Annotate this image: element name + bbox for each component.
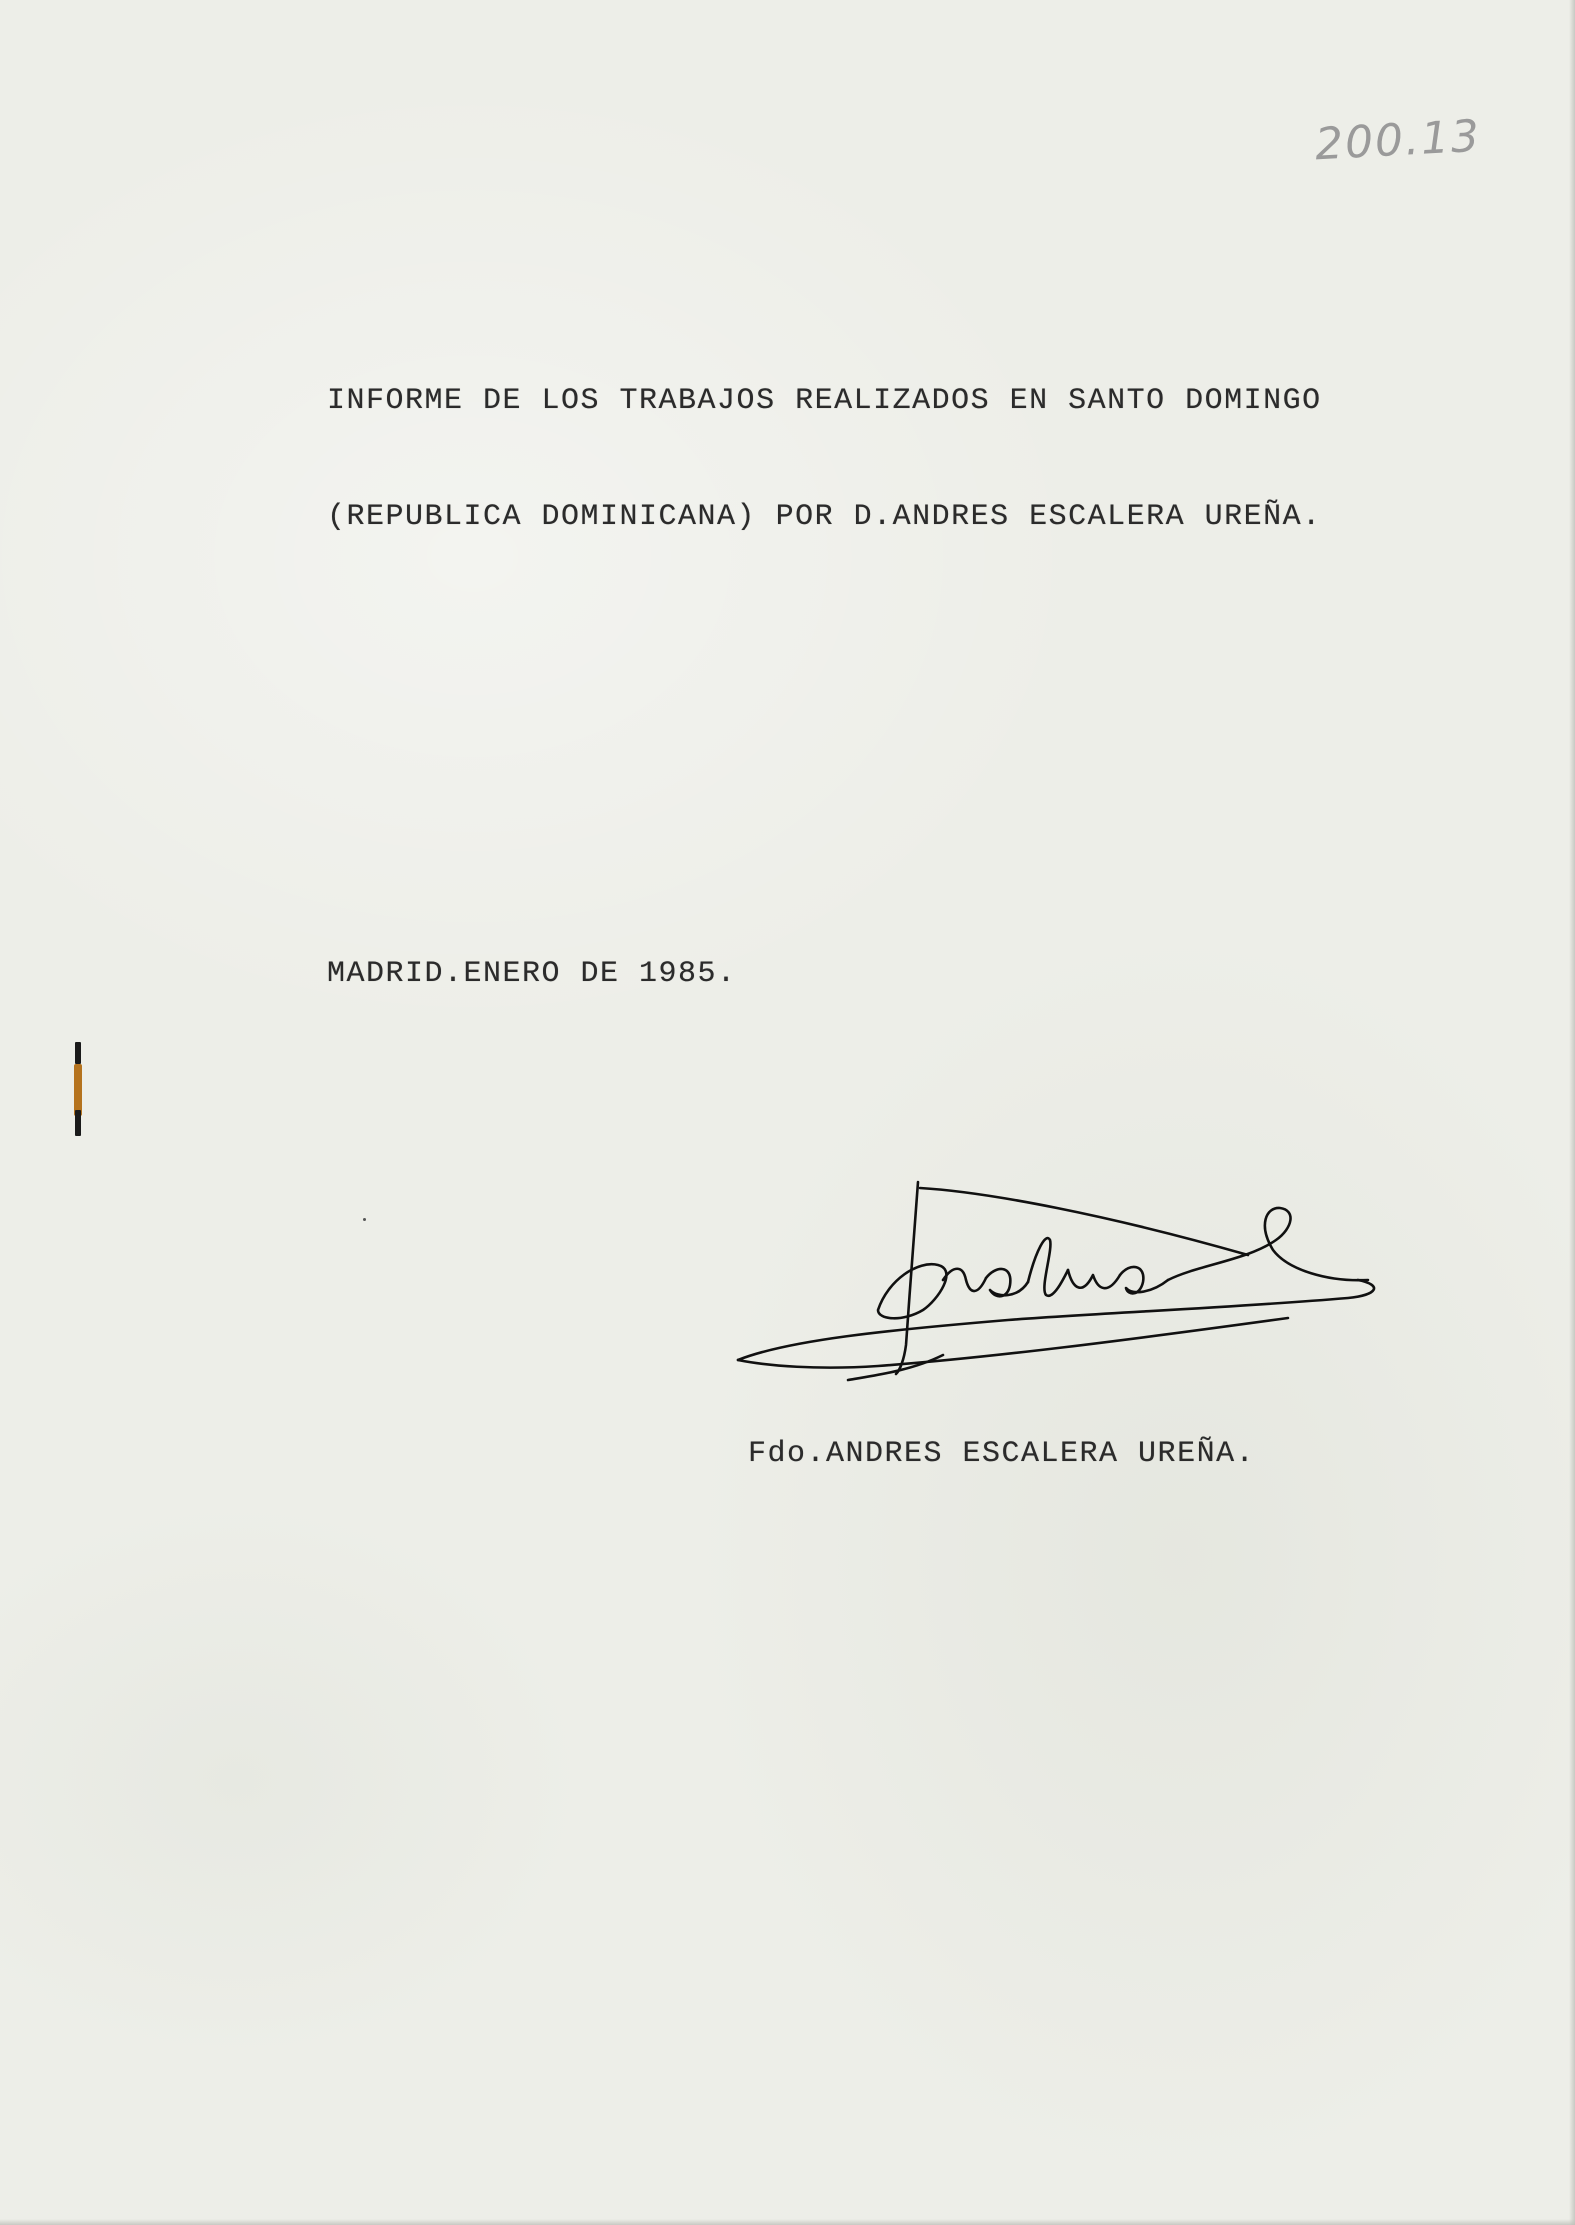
- handwritten-signature: [728, 1170, 1388, 1390]
- place-date: MADRID.ENERO DE 1985.: [327, 957, 737, 991]
- signed-by: Fdo.ANDRES ESCALERA UREÑA.: [748, 1437, 1256, 1471]
- document-title-line-2: (REPUBLICA DOMINICANA) POR D.ANDRES ESCALERA UREÑA.: [327, 500, 1322, 534]
- page-edge-bottom: [0, 2219, 1575, 2225]
- page-edge-right: [1569, 0, 1575, 2225]
- paper-speck: [363, 1218, 366, 1221]
- document-title-line-1: INFORME DE LOS TRABAJOS REALIZADOS EN SANTO DOMINGO: [327, 384, 1322, 418]
- staple-rust-mark: [68, 1040, 88, 1140]
- archive-number: 200.13: [1313, 110, 1483, 171]
